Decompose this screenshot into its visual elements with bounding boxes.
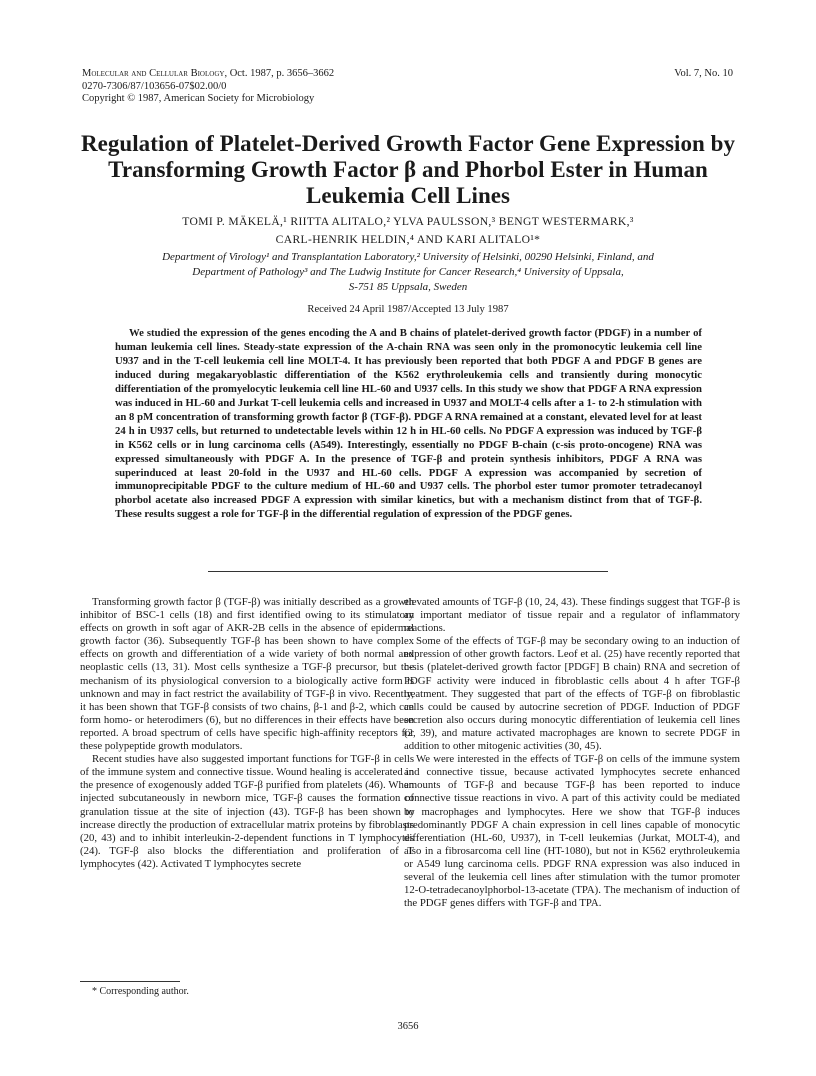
footnote: * Corresponding author. xyxy=(92,986,189,997)
body-paragraph: Recent studies have also suggested important functions for TGF-β in cells of the immune system and connective tissue. Wound healing is accelerated in the presence of exogenously added TGF-β purified from platelets (46). When injected subcutaneously in newborn mice, TGF-β causes the formation of granulation tissue at the site of injection (43). TGF-β has been shown to increase directly the production of extracellular matrix proteins by fibroblasts (20, 43) and to inhibit interleukin-2-dependent functions in T lymphocytes (24). TGF-β also blocks the differentiation and proliferation of T lymphocytes (42). Activated T lymphocytes secrete xyxy=(80,753,414,870)
footnote-divider xyxy=(80,981,180,982)
body-paragraph: Some of the effects of TGF-β may be secondary owing to an induction of expression of other growth factors. Leof et al. (25) have recently reported that c-sis (platelet-derived growth factor [PDGF] B chain) RNA and secretion of PDGF activity were induced in fibroblastic cells about 4 h after TGF-β treatment. They suggested that part of the effects of TGF-β on fibroblastic cells could be caused by autocrine secretion of PDGF. Induction of PDGF secretion also occurs during monocytic differentiation of leukemia cell lines (2, 39), and mature activated macrophages are known to secrete PDGF in addition to other mitogenic activities (30, 45). xyxy=(404,635,740,753)
body-column-right xyxy=(404,596,740,910)
body-paragraph: Transforming growth factor β (TGF-β) was initially described as a growth inhibitor of BSC-1 cells (18) and first identified owing to its stimulatory effects on growth in soft agar of AKR-2B cells in the absence of epidermal growth factor (36). Subsequently TGF-β has been shown to have complex effects on growth and differentiation of a wide variety of both normal and neoplastic cells (13, 31). Most cells synthesize a TGF-β precursor, but the mechanism of its physiological conversion to a biologically active form is unknown and may in fact restrict the availability of TGF-β in vivo. Recently, it has been shown that TGF-β consists of two chains, β-1 and β-2, which can form homo- or heterodimers (6), but no differences in their effects have been reported. A broad spectrum of cells have specific high-affinity receptors for these polypeptide growth modulators. xyxy=(80,596,414,753)
author-line: CARL-HENRIK HELDIN,⁴ AND KARI ALITALO¹* xyxy=(275,232,541,246)
article-code: 0270-7306/87/103656-07$02.00/0 xyxy=(82,80,227,92)
received-dates: Received 24 April 1987/Accepted 13 July 1987 xyxy=(307,304,509,315)
author-line: TOMI P. MÄKELÄ,¹ RIITTA ALITALO,² YLVA PAULSSON,³ BENGT WESTERMARK,³ xyxy=(182,215,634,228)
affiliation-line: S-751 85 Uppsala, Sweden xyxy=(348,281,468,293)
section-divider xyxy=(208,571,608,572)
article-title: Regulation of Platelet-Derived Growth Factor Gene Expression by Transforming Growth Factor β and Phorbol Ester in Human Leukemia Cell Lines xyxy=(80,131,736,208)
copyright-notice: Copyright © 1987, American Society for Microbiology xyxy=(82,93,315,104)
body-paragraph: elevated amounts of TGF-β (10, 24, 43). These findings suggest that TGF-β is an important mediator of tissue repair and a regulator of inflammatory reactions. xyxy=(404,596,740,635)
page-number: 3656 xyxy=(397,1021,419,1032)
issue-info: , Oct. 1987, p. 3656–3662 xyxy=(224,68,335,79)
journal-citation xyxy=(82,68,334,81)
affiliation-line: Department of Pathology³ and The Ludwig Institute for Cancer Research,⁴ University of Uppsala, xyxy=(192,266,624,278)
affiliation-line: Department of Virology¹ and Transplantation Laboratory,² University of Helsinki, 00290 Helsinki, Finland, and xyxy=(162,251,654,263)
abstract: We studied the expression of the genes encoding the A and B chains of platelet-derived growth factor (PDGF) in a number of human leukemia cell lines. Steady-state expression of the A-chain RNA was seen only in the promonocytic leukemia cell line U937 and in the T-cell leukemia cell line MOLT-4. It has previously been reported that both PDGF A and PDGF B genes are induced during megakaryoblastic differentiation of the K562 erythroleukemia cells and transiently during monocytic differentiation of the promyelocytic leukemia cell line HL-60 and U937 cells. In this study we show that PDGF A RNA expression was induced in HL-60 and Jurkat T-cell leukemia cells and increased in U937 and MOLT-4 cells after a 1- to 2-h stimulation with an 8 pM concentration of transforming growth factor β (TGF-β). PDGF A RNA remained at a constant, elevated level for at least 24 h in U937 cells, but returned to undetectable levels within 12 h in HL-60 cells. No PDGF A expression was induced by TGF-β in K562 cells or in lung carcinoma cells (A549). Interestingly, essentially no PDGF B-chain (c-sis proto-oncogene) RNA was expressed simultaneously with PDGF A. In the presence of TGF-β and protein synthesis inhibitors, PDGF A RNA was superinduced at least 20-fold in the U937 and HL-60 cells. PDGF A expression was accompanied by secretion of immunoprecipitable PDGF to the culture medium of HL-60 and U937 cells. The phorbol ester tumor promoter tetradecanoyl phorbol acetate also increased PDGF A expression with similar kinetics, but with a mechanism distinct from that of TGF-β. These results suggest a role for TGF-β in the differential regulation of expression of the PDGF genes. xyxy=(115,327,702,521)
author-list xyxy=(90,213,726,248)
affiliations xyxy=(90,250,726,295)
body-paragraph: We were interested in the effects of TGF-β on cells of the immune system and connective tissue, because activated lymphocytes secrete enhanced amounts of TGF-β and because TGF-β has been reported to induce connective tissue reactions in vivo. A part of this activity could be mediated by macrophages and lymphocytes. Here we show that TGF-β induces predominantly PDGF A chain expression in cell lines capable of monocytic differentiation (HL-60, U937), in T-cell leukemias (Jurkat, MOLT-4), and also in a fibrosarcoma cell line (HT-1080), but not in K562 erythroleukemia or A549 lung carcinoma cells. PDGF RNA expression was also induced in several of the leukemia cell lines after stimulation with the tumor promoter 12-O-tetradecanoylphorbol-13-acetate (TPA). The mechanism of induction of the PDGF genes differs with TGF-β and TPA. xyxy=(404,753,740,910)
journal-header xyxy=(82,68,334,106)
body-column-left xyxy=(80,596,414,871)
journal-name: Molecular and Cellular Biology xyxy=(82,68,225,79)
volume-info: Vol. 7, No. 10 xyxy=(674,68,733,79)
